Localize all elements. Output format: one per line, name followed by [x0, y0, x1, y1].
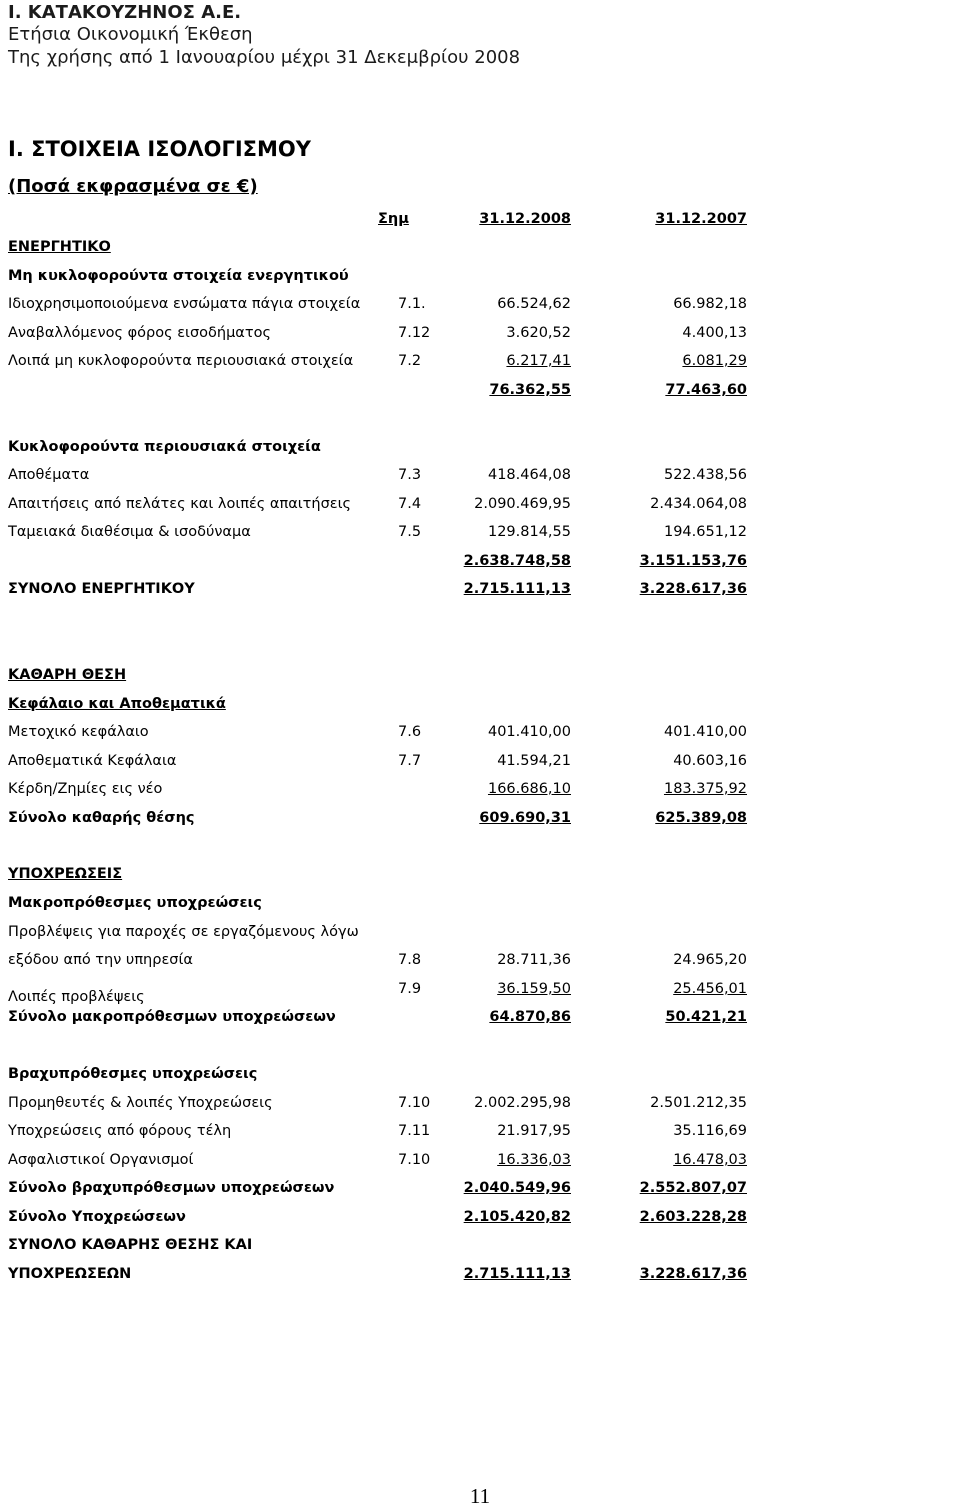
row-value-2008: 28.711,36 [497, 952, 571, 968]
row-label: Σύνολο Υποχρεώσεων [8, 1209, 186, 1225]
table-row [0, 866, 960, 888]
row-note: 7.3 [398, 467, 422, 483]
row-label: ΚΑΘΑΡΗ ΘΕΣΗ [8, 667, 127, 683]
row-note: 7.11 [398, 1123, 431, 1139]
row-label: Αποθεματικά Κεφάλαια [8, 753, 177, 769]
row-label: ΥΠΟΧΡΕΩΣΕΙΣ [8, 866, 123, 882]
table-row [0, 895, 960, 917]
page-number: 11 [469, 1484, 491, 1508]
row-label: Προβλέψεις για παροχές σε εργαζόμενους λόγω [8, 924, 359, 940]
report-title: Ετήσια Οικονομική Έκθεση [8, 24, 253, 45]
table-row [0, 496, 960, 518]
row-label: Κέρδη/Ζημίες εις νέο [8, 781, 163, 797]
row-value-2007: 2.603.228,28 [639, 1209, 747, 1225]
row-value-2008: 36.159,50 [497, 981, 571, 997]
row-note: 7.10 [398, 1152, 431, 1168]
row-label: Βραχυπρόθεσμες υποχρεώσεις [8, 1066, 258, 1082]
row-note: 7.6 [398, 724, 422, 740]
row-value-2007: 2.434.064,08 [650, 496, 747, 512]
row-value-2007: 401.410,00 [663, 724, 747, 740]
row-value-2007: 35.116,69 [673, 1123, 747, 1139]
table-row [0, 924, 960, 946]
table-row [0, 981, 960, 1003]
total-row [0, 1009, 960, 1031]
table-row [0, 753, 960, 775]
column-2008-header: 31.12.2008 [479, 211, 571, 227]
column-header-row [0, 211, 960, 233]
row-note: 7.2 [398, 353, 422, 369]
row-label: ΥΠΟΧΡΕΩΣΕΩΝ [8, 1266, 132, 1282]
row-label: Λοιπά μη κυκλοφορούντα περιουσιακά στοιχεία [8, 353, 354, 369]
row-label: Μετοχικό κεφάλαιο [8, 724, 149, 740]
row-value-2008: 2.638.748,58 [463, 553, 571, 569]
row-label: Μη κυκλοφορούντα στοιχεία ενεργητικού [8, 268, 349, 284]
table-row [0, 1152, 960, 1174]
row-value-2008: 21.917,95 [497, 1123, 571, 1139]
row-label: εξόδου από την υπηρεσία [8, 952, 193, 968]
section-title: Ι. ΣΤΟΙΧΕΙΑ ΙΣΟΛΟΓΙΣΜΟΥ [8, 137, 311, 161]
row-value-2007: 24.965,20 [673, 952, 747, 968]
table-row [0, 239, 960, 261]
row-value-2008: 3.620,52 [506, 325, 571, 341]
row-note: 7.10 [398, 1095, 431, 1111]
row-note: 7.5 [398, 524, 422, 540]
row-label: Προμηθευτές & λοιπές Υποχρεώσεις [8, 1095, 273, 1111]
row-value-2007: 3.228.617,36 [639, 581, 747, 597]
row-value-2007: 194.651,12 [663, 524, 747, 540]
table-row [0, 353, 960, 375]
row-label: Αναβαλλόμενος φόρος εισοδήματος [8, 325, 271, 341]
row-value-2008: 16.336,03 [497, 1152, 571, 1168]
row-value-2008: 2.002.295,98 [474, 1095, 571, 1111]
subtotal-row [0, 382, 960, 404]
company-name: Ι. ΚΑΤΑΚΟΥΖΗΝΟΣ Α.Ε. [8, 2, 242, 23]
row-label: Σύνολο μακροπρόθεσμων υποχρεώσεων [8, 1009, 336, 1025]
row-note: 7.1. [398, 296, 426, 312]
row-label: Απαιτήσεις από πελάτες και λοιπές απαιτήσεις [8, 496, 352, 512]
table-row [0, 1237, 960, 1259]
row-value-2007: 3.228.617,36 [639, 1266, 747, 1282]
row-value-2008: 76.362,55 [489, 382, 571, 398]
report-period: Της χρήσης από 1 Ιανουαρίου μέχρι 31 Δεκεμβρίου 2008 [8, 47, 521, 68]
row-value-2007: 6.081,29 [682, 353, 747, 369]
row-label: Ασφαλιστικοί Οργανισμοί [8, 1152, 194, 1168]
row-value-2008: 609.690,31 [479, 810, 571, 826]
row-value-2008: 66.524,62 [497, 296, 571, 312]
table-row [0, 268, 960, 290]
row-value-2008: 2.105.420,82 [463, 1209, 571, 1225]
table-row [0, 952, 960, 974]
table-row [0, 439, 960, 461]
row-value-2007: 625.389,08 [655, 810, 747, 826]
row-label: Κυκλοφορούντα περιουσιακά στοιχεία [8, 439, 321, 455]
row-note: 7.4 [398, 496, 422, 512]
row-value-2008: 401.410,00 [487, 724, 571, 740]
row-label: Αποθέματα [8, 467, 90, 483]
table-row [0, 781, 960, 803]
row-value-2008: 6.217,41 [506, 353, 571, 369]
table-row [0, 1066, 960, 1088]
table-row [0, 325, 960, 347]
row-label: Σύνολο βραχυπρόθεσμων υποχρεώσεων [8, 1180, 335, 1196]
row-note: 7.9 [398, 981, 422, 997]
row-value-2008: 418.464,08 [487, 467, 571, 483]
column-note-header: Σημ [378, 211, 409, 227]
table-row [0, 524, 960, 546]
total-row [0, 1180, 960, 1202]
row-value-2007: 183.375,92 [663, 781, 747, 797]
total-row [0, 810, 960, 832]
row-value-2007: 25.456,01 [673, 981, 747, 997]
row-value-2008: 64.870,86 [489, 1009, 571, 1025]
table-row [0, 667, 960, 689]
row-label: ΣΥΝΟΛΟ ΚΑΘΑΡΗΣ ΘΕΣΗΣ ΚΑΙ [8, 1237, 253, 1253]
row-value-2008: 2.715.111,13 [463, 581, 571, 597]
total-row [0, 1209, 960, 1231]
table-row [0, 1123, 960, 1145]
table-row [0, 696, 960, 718]
row-note: 7.8 [398, 952, 422, 968]
table-row [0, 724, 960, 746]
row-value-2008: 2.040.549,96 [463, 1180, 571, 1196]
row-value-2007: 3.151.153,76 [639, 553, 747, 569]
table-row [0, 467, 960, 489]
row-label: Ταμειακά διαθέσιμα & ισοδύναμα [8, 524, 251, 540]
row-value-2007: 40.603,16 [673, 753, 747, 769]
row-value-2007: 16.478,03 [673, 1152, 747, 1168]
row-value-2007: 2.552.807,07 [639, 1180, 747, 1196]
row-value-2008: 2.715.111,13 [463, 1266, 571, 1282]
table-row [0, 296, 960, 318]
row-label: ΣΥΝΟΛΟ ΕΝΕΡΓΗΤΙΚΟΥ [8, 581, 195, 597]
row-label: Υποχρεώσεις από φόρους τέλη [8, 1123, 232, 1139]
table-row [0, 1095, 960, 1117]
row-value-2008: 129.814,55 [487, 524, 571, 540]
row-value-2008: 2.090.469,95 [474, 496, 571, 512]
row-label: ΕΝΕΡΓΗΤΙΚΟ [8, 239, 111, 255]
column-2007-header: 31.12.2007 [655, 211, 747, 227]
currency-note: (Ποσά εκφρασμένα σε €) [8, 176, 258, 197]
row-value-2007: 77.463,60 [665, 382, 747, 398]
subtotal-row [0, 553, 960, 575]
row-value-2007: 522.438,56 [663, 467, 747, 483]
row-value-2007: 66.982,18 [673, 296, 747, 312]
row-note: 7.7 [398, 753, 422, 769]
row-value-2008: 41.594,21 [497, 753, 571, 769]
row-value-2007: 4.400,13 [682, 325, 747, 341]
row-note: 7.12 [398, 325, 431, 341]
row-value-2008: 166.686,10 [487, 781, 571, 797]
total-row [0, 581, 960, 603]
row-label: Ιδιοχρησιμοποιούμενα ενσώματα πάγια στοιχεία [8, 296, 361, 312]
row-label: Λοιπές προβλέψεις [8, 989, 145, 1005]
grand-total-row [0, 1266, 960, 1288]
row-label: Μακροπρόθεσμες υποχρεώσεις [8, 895, 262, 911]
row-label: Κεφάλαιο και Αποθεματικά [8, 696, 226, 712]
row-value-2007: 2.501.212,35 [650, 1095, 747, 1111]
row-value-2007: 50.421,21 [665, 1009, 747, 1025]
row-label: Σύνολο καθαρής θέσης [8, 810, 195, 826]
